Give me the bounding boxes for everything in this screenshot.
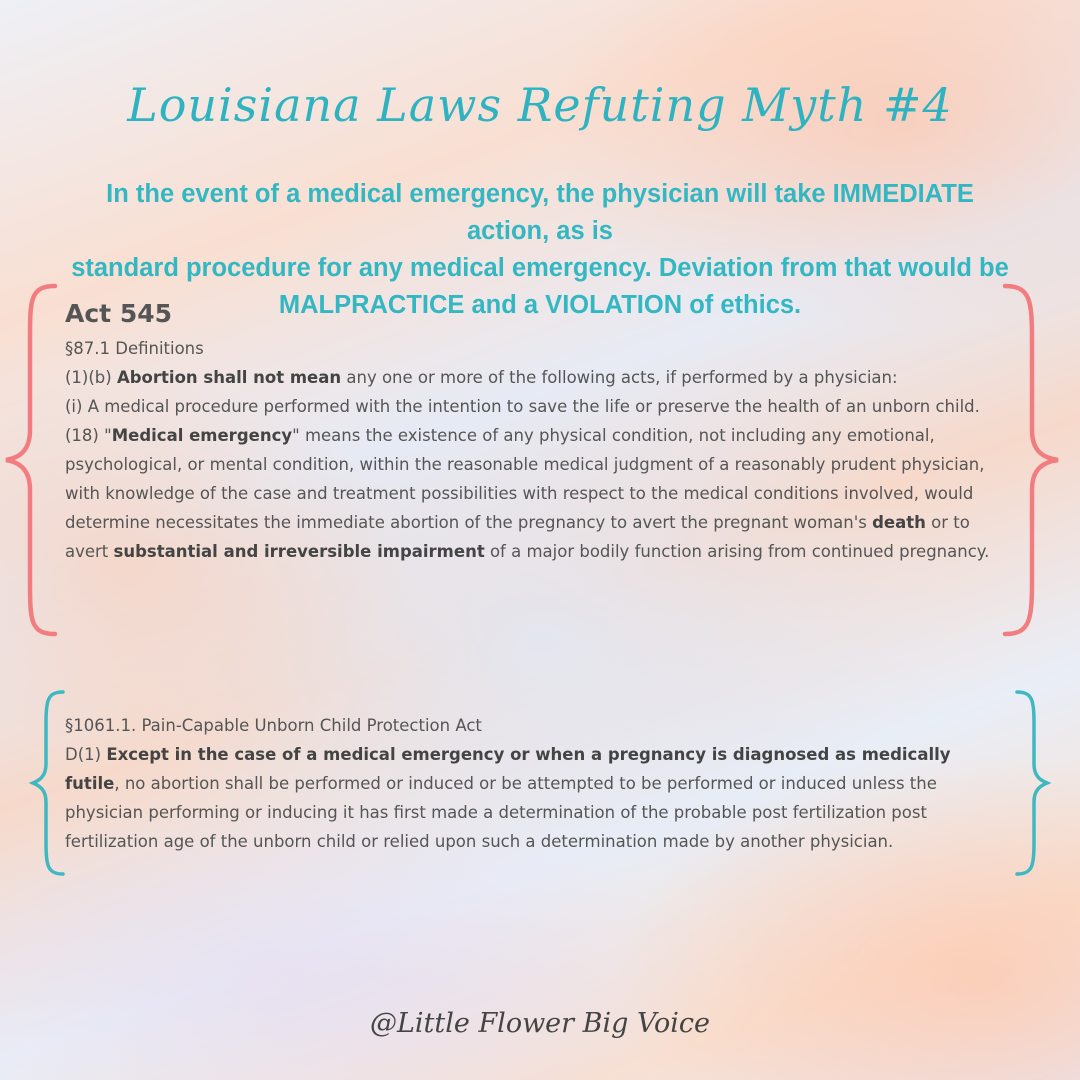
p3-bold-death: death (872, 513, 926, 532)
act-1061-block (65, 711, 1005, 856)
d1-bold: Except in the case of a medical emergency or when a pregnancy is diagnosed as medically futile (65, 745, 951, 793)
act-545-paragraph-1 (65, 363, 995, 392)
act-1061-section: §1061.1. Pain-Capable Unborn Child Protection Act (65, 716, 482, 735)
p1-rest: any one or more of the following acts, if performed by a physician: (341, 368, 898, 387)
p3-mid2: or to avert (65, 513, 970, 561)
act-1061-paragraph (65, 740, 1005, 856)
intro-line-3: MALPRACTICE and a VIOLATION of ethics. (278, 291, 802, 319)
act-545-paragraph-2: (i) A medical procedure performed with the intention to save the life or preserve the health of an unborn child. (65, 397, 980, 416)
p3-mid: " means the existence of any physical condition, not including any emotional, psychological, or mental condition, within the reasonable medical judgment of a reasonably prudent physician, with knowledge of the case and treatment possibilities with respect to the medical conditions involved, would determine necessitates the immediate abortion of the pregnancy to avert the pregnant woman's (65, 426, 985, 532)
intro-line-1: In the event of a medical emergency, the physician will take IMMEDIATE action, as is (106, 180, 974, 245)
d1-prefix: D(1) (65, 745, 107, 764)
right-brace-teal (1012, 688, 1052, 878)
intro-line-2: standard procedure for any medical emergency. Deviation from that would be (71, 254, 1009, 282)
act-545-paragraph-3 (65, 421, 995, 566)
d1-rest: , no abortion shall be performed or induced or be attempted to be performed or induced unless the physician performing or inducing it has first made a determination of the probable post fertilization post fertilization age of the unborn child or relied upon such a determination made by another physician. (65, 774, 937, 851)
right-brace-coral (1000, 280, 1070, 640)
signature: @Little Flower Big Voice (369, 1008, 711, 1039)
p1-bold: Abortion shall not mean (116, 368, 342, 387)
act-545-block (65, 296, 995, 566)
p3-bold-impairment: substantial and irreversible impairment (113, 542, 485, 561)
act-545-section: §87.1 Definitions (65, 339, 204, 358)
left-brace-teal (28, 688, 68, 878)
p3-bold: Medical emergency (111, 426, 293, 445)
p3-prefix: (18) " (65, 426, 112, 445)
left-brace-coral (0, 280, 60, 640)
p3-end: of a major bodily function arising from continued pregnancy. (484, 542, 990, 561)
act-545-heading: Act 545 (65, 299, 173, 328)
p1-prefix: (1)(b) (65, 368, 117, 387)
page-title: Louisiana Laws Refuting Myth #4 (127, 78, 953, 132)
